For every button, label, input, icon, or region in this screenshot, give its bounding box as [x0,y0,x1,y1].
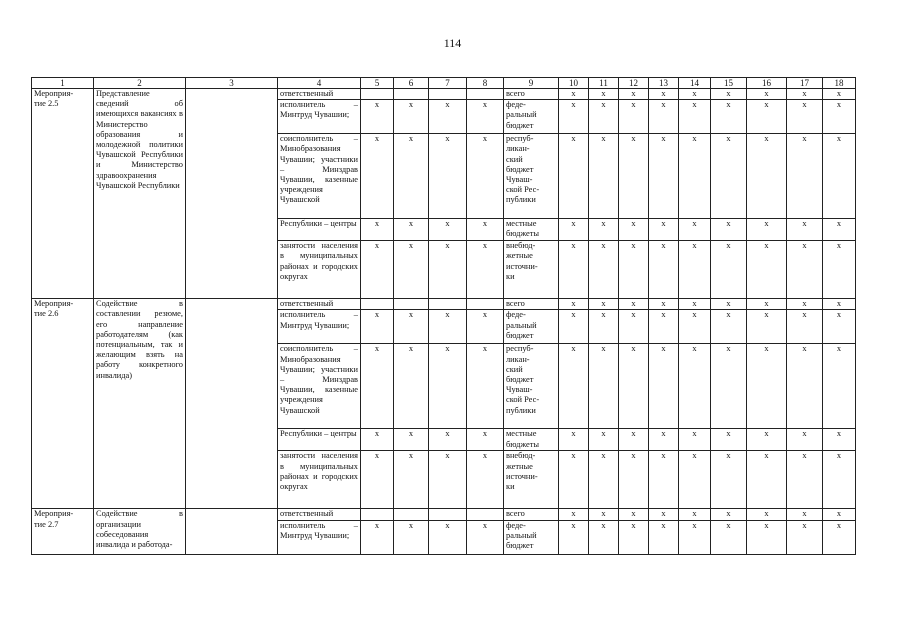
page-number: 114 [443,36,462,50]
mark-cell: х [394,100,429,134]
funding-source: местные бюджеты [504,219,559,241]
header-cell: 16 [747,78,787,89]
mark-cell: х [619,344,649,429]
mark-cell [394,89,429,100]
mark-cell [467,509,504,520]
executor-text: исполнитель – Минтруд Чувашии; [278,520,361,554]
mark-cell: х [823,451,856,509]
mark-cell: х [747,219,787,241]
mark-cell: х [394,310,429,344]
mark-cell: х [429,241,467,299]
funding-source: внебюд- жетные источни- ки [504,241,559,299]
mark-cell: х [711,310,747,344]
mark-cell [429,509,467,520]
mark-cell: х [679,520,711,554]
mark-cell: х [823,344,856,429]
mark-cell: х [823,89,856,100]
mark-cell: х [467,429,504,451]
mark-cell: х [429,520,467,554]
funding-source: феде- ральный бюджет [504,520,559,554]
mark-cell: х [619,134,649,219]
header-cell: 7 [429,78,467,89]
mark-cell: х [823,429,856,451]
mark-cell: х [619,520,649,554]
funding-source: местные бюджеты [504,429,559,451]
mark-cell: х [649,310,679,344]
mark-cell: х [361,344,394,429]
header-cell: 12 [619,78,649,89]
mark-cell: х [467,134,504,219]
executor-text: исполнитель – Минтруд Чувашии; [278,310,361,344]
mark-cell: х [429,134,467,219]
header-cell: 2 [94,78,186,89]
mark-cell: х [649,344,679,429]
mark-cell: х [467,219,504,241]
executor-text: занятости населения в муниципальных районах и городских округах [278,451,361,509]
mark-cell: х [711,344,747,429]
mark-cell: х [649,89,679,100]
mark-cell: х [711,134,747,219]
mark-cell: х [619,89,649,100]
measure-name: Содействие в организации собеседования инвалида и работода- [94,509,186,554]
mark-cell: х [394,344,429,429]
mark-cell: х [787,219,823,241]
mark-cell: х [467,344,504,429]
mark-cell: х [679,451,711,509]
mark-cell: х [361,100,394,134]
executor-text: Республики – центры [278,219,361,241]
column-3-empty [186,89,278,299]
funding-source: всего [504,509,559,520]
mark-cell: х [589,241,619,299]
mark-cell [467,89,504,100]
mark-cell: х [787,299,823,310]
mark-cell: х [559,100,589,134]
header-cell: 3 [186,78,278,89]
mark-cell: х [679,310,711,344]
mark-cell: х [589,299,619,310]
mark-cell: х [589,310,619,344]
mark-cell: х [467,241,504,299]
mark-cell: х [619,100,649,134]
mark-cell: х [711,89,747,100]
funding-table [31,77,856,555]
mark-cell: х [589,89,619,100]
mark-cell: х [823,219,856,241]
mark-cell: х [787,241,823,299]
executor-text: Республики – центры [278,429,361,451]
mark-cell: х [589,520,619,554]
mark-cell: х [747,310,787,344]
mark-cell: х [649,100,679,134]
header-cell: 18 [823,78,856,89]
mark-cell: х [429,100,467,134]
mark-cell: х [823,134,856,219]
mark-cell: х [649,520,679,554]
mark-cell: х [787,344,823,429]
mark-cell [429,89,467,100]
executor-text: соисполнитель – Минобразования Чувашии; участники – Минздрав Чувашии, казенные учреждения Чувашской [278,134,361,219]
measure-id: Мероприя- тие 2.6 [32,299,94,509]
mark-cell: х [429,451,467,509]
mark-cell: х [823,509,856,520]
column-3-empty [186,299,278,509]
mark-cell: х [361,310,394,344]
mark-cell [467,299,504,310]
mark-cell: х [559,344,589,429]
mark-cell: х [747,299,787,310]
funding-source: внебюд- жетные источни- ки [504,451,559,509]
funding-source: респуб- ликан- ский бюджет Чуваш- ской Рес- публики [504,344,559,429]
mark-cell: х [589,219,619,241]
mark-cell: х [394,241,429,299]
header-cell: 13 [649,78,679,89]
mark-cell: х [649,134,679,219]
mark-cell: х [361,451,394,509]
mark-cell: х [711,299,747,310]
mark-cell: х [787,451,823,509]
mark-cell: х [711,509,747,520]
mark-cell [394,299,429,310]
mark-cell: х [649,299,679,310]
funding-source: феде- ральный бюджет [504,100,559,134]
mark-cell: х [361,241,394,299]
mark-cell: х [589,429,619,451]
header-cell: 15 [711,78,747,89]
mark-cell: х [589,100,619,134]
mark-cell: х [823,100,856,134]
mark-cell: х [394,451,429,509]
mark-cell: х [429,344,467,429]
mark-cell: х [787,89,823,100]
header-cell: 10 [559,78,589,89]
mark-cell: х [589,451,619,509]
mark-cell: х [711,219,747,241]
mark-cell: х [679,344,711,429]
mark-cell: х [619,299,649,310]
header-cell: 6 [394,78,429,89]
mark-cell [361,89,394,100]
mark-cell: х [747,100,787,134]
mark-cell [394,509,429,520]
mark-cell: х [361,429,394,451]
mark-cell: х [619,241,649,299]
measure-id: Мероприя- тие 2.7 [32,509,94,554]
mark-cell: х [787,520,823,554]
mark-cell: х [559,509,589,520]
header-cell: 5 [361,78,394,89]
executor-text: занятости населения в муниципальных районах и городских округах [278,241,361,299]
mark-cell: х [711,100,747,134]
executor-text: исполнитель – Минтруд Чувашии; [278,100,361,134]
mark-cell [429,299,467,310]
mark-cell: х [679,134,711,219]
mark-cell: х [559,241,589,299]
mark-cell: х [747,451,787,509]
funding-source: всего [504,89,559,100]
mark-cell: х [394,429,429,451]
mark-cell: х [361,219,394,241]
mark-cell: х [649,429,679,451]
mark-cell: х [394,520,429,554]
mark-cell: х [679,509,711,520]
mark-cell: х [747,429,787,451]
mark-cell: х [619,429,649,451]
table-row [32,89,856,100]
mark-cell: х [747,134,787,219]
mark-cell: х [649,219,679,241]
table-row [32,299,856,310]
mark-cell: х [394,219,429,241]
mark-cell: х [559,429,589,451]
column-3-empty [186,509,278,554]
executor-text: соисполнитель – Минобразования Чувашии; участники – Минздрав Чувашии, казенные учреждения Чувашской [278,344,361,429]
mark-cell: х [823,241,856,299]
header-cell: 8 [467,78,504,89]
mark-cell: х [429,219,467,241]
mark-cell: х [467,520,504,554]
header-cell: 4 [278,78,361,89]
funding-source: респуб- ликан- ский бюджет Чуваш- ской Рес- публики [504,134,559,219]
header-cell: 14 [679,78,711,89]
mark-cell: х [823,310,856,344]
header-cell: 17 [787,78,823,89]
mark-cell: х [679,100,711,134]
mark-cell: х [589,134,619,219]
mark-cell: х [559,310,589,344]
measure-id: Мероприя- тие 2.5 [32,89,94,299]
mark-cell: х [711,429,747,451]
mark-cell: х [589,509,619,520]
mark-cell [361,509,394,520]
funding-source: феде- ральный бюджет [504,310,559,344]
header-row [32,78,856,89]
header-cell: 1 [32,78,94,89]
mark-cell: х [619,509,649,520]
mark-cell: х [679,429,711,451]
mark-cell: х [747,344,787,429]
mark-cell: х [787,100,823,134]
mark-cell: х [747,89,787,100]
mark-cell: х [361,134,394,219]
mark-cell: х [361,520,394,554]
mark-cell: х [559,219,589,241]
mark-cell: х [429,310,467,344]
executor-text: ответственный [278,89,361,100]
mark-cell: х [619,451,649,509]
mark-cell: х [747,520,787,554]
mark-cell: х [559,89,589,100]
mark-cell: х [711,520,747,554]
header-cell: 9 [504,78,559,89]
mark-cell: х [619,219,649,241]
mark-cell: х [559,451,589,509]
mark-cell: х [394,134,429,219]
mark-cell: х [679,219,711,241]
mark-cell: х [467,100,504,134]
measure-name: Представление сведений об имеющихся вакансиях в Министерство образования и молодежной политики Чувашской Республики и Министерство здравоохранения Чувашской Республики [94,89,186,299]
mark-cell: х [787,310,823,344]
mark-cell: х [787,134,823,219]
funding-source: всего [504,299,559,310]
mark-cell: х [823,520,856,554]
mark-cell: х [823,299,856,310]
mark-cell: х [559,520,589,554]
mark-cell: х [787,429,823,451]
mark-cell: х [787,509,823,520]
mark-cell [361,299,394,310]
mark-cell: х [559,134,589,219]
mark-cell: х [711,451,747,509]
table-row [32,509,856,520]
mark-cell: х [747,241,787,299]
executor-text: ответственный [278,509,361,520]
mark-cell: х [679,299,711,310]
header-cell: 11 [589,78,619,89]
mark-cell: х [467,451,504,509]
mark-cell: х [649,451,679,509]
mark-cell: х [649,241,679,299]
mark-cell: х [559,299,589,310]
mark-cell: х [649,509,679,520]
mark-cell: х [711,241,747,299]
mark-cell: х [747,509,787,520]
mark-cell: х [429,429,467,451]
mark-cell: х [467,310,504,344]
mark-cell: х [619,310,649,344]
executor-text: ответственный [278,299,361,310]
mark-cell: х [679,89,711,100]
measure-name: Содействие в составлении резюме, его направление работодателям (как потенциальным, так и желающим взять на работу конкретного инвалида) [94,299,186,509]
mark-cell: х [679,241,711,299]
mark-cell: х [589,344,619,429]
